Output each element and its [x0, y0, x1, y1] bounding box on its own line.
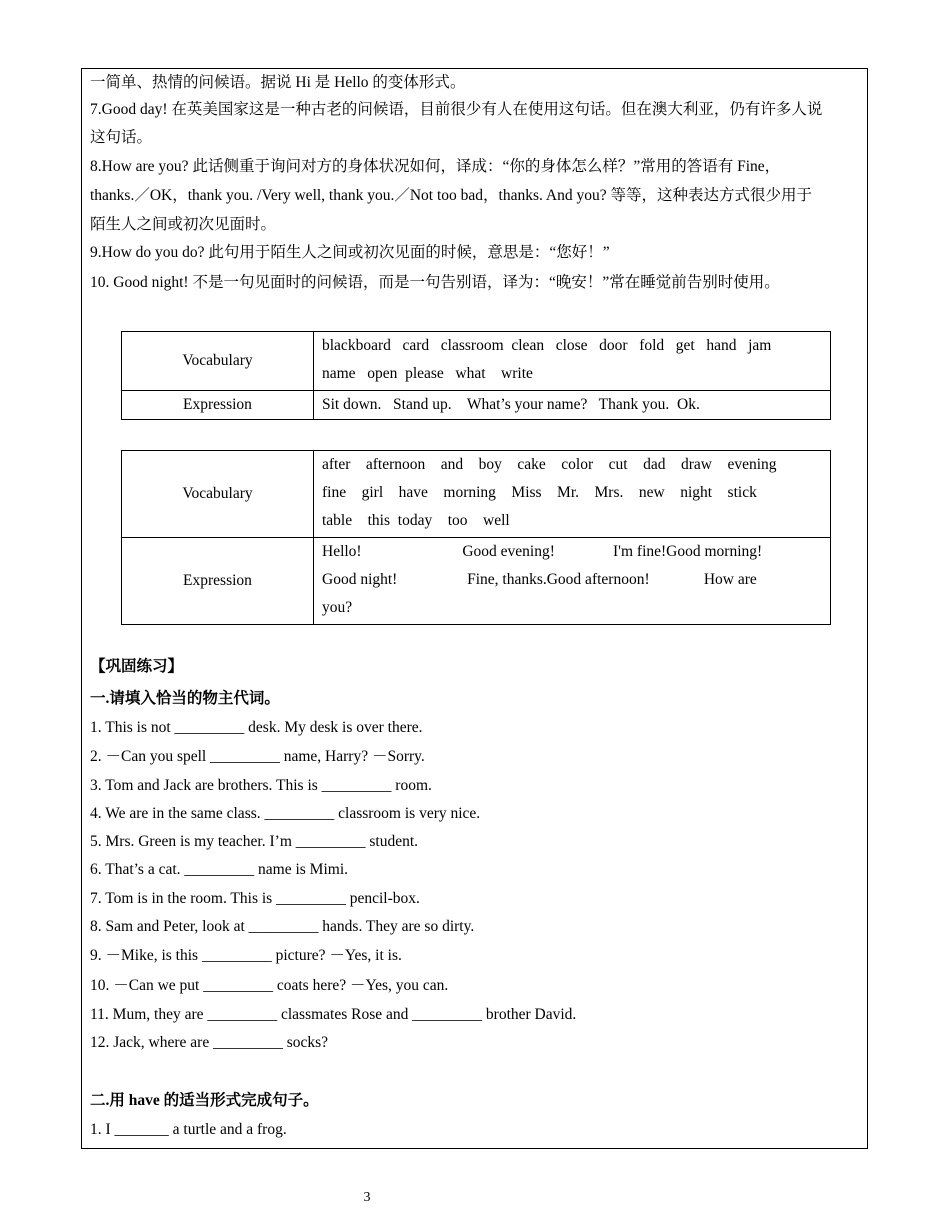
- exercise-item: 4. We are in the same class. _________ classroom is very nice.: [90, 805, 481, 822]
- vocab-line: after afternoon and boy cake color cut dad draw evening: [322, 456, 777, 473]
- exercise-item: 8. Sam and Peter, look at _________ hands. They are so dirty.: [90, 918, 475, 935]
- vocab-line: blackboard card classroom clean close door fold get hand jam: [322, 337, 772, 354]
- vocab-line: table this today too well: [322, 512, 510, 529]
- exercise-item: 3. Tom and Jack are brothers. This is _________ room.: [90, 777, 432, 794]
- vocab-line: name open please what write: [322, 365, 533, 382]
- exercise-item: 7. Tom is in the room. This is _________ pencil-box.: [90, 890, 420, 907]
- vocab-cell: [314, 451, 831, 538]
- exercise-item: 1. I _______ a turtle and a frog.: [90, 1121, 287, 1138]
- section1-title: 一.请填入恰当的物主代词。: [90, 690, 280, 707]
- exercise-item: 12. Jack, where are _________ socks?: [90, 1034, 329, 1051]
- expression-line: Hello! Good evening! I'm fine!Good morning!: [322, 543, 763, 560]
- expression-label: Expression: [122, 391, 314, 420]
- intro-line: 7.Good day! 在英美国家这是一种古老的问候语，目前很少有人在使用这句话。但在澳大利亚，仍有许多人说: [90, 101, 823, 118]
- intro-line: 10. Good night! 不是一句见面时的问候语，而是一句告别语，译为：“晚安！”常在睡觉前告别时使用。: [90, 274, 780, 291]
- vocab-cell: [314, 332, 831, 391]
- exercise-item: 10. －Can we put _________ coats here? －Yes, you can.: [90, 977, 449, 994]
- section2-title: 二.用 have 的适当形式完成句子。: [90, 1092, 319, 1109]
- intro-line: 这句话。: [90, 129, 153, 146]
- document-frame: [81, 68, 868, 1149]
- intro-line: 8.How are you? 此话侧重于询问对方的身体状况如何，译成：“你的身体怎么样？”常用的答语有 Fine，: [90, 158, 781, 175]
- exercise-item: 9. －Mike, is this _________ picture? －Yes, it is.: [90, 947, 402, 964]
- vocab-label: Vocabulary: [122, 332, 314, 391]
- expression-line: you?: [322, 599, 353, 616]
- expression-line: Good night! Fine, thanks.Good afternoon! How are: [322, 571, 757, 588]
- vocab-table-1: [121, 331, 831, 420]
- expression-label: Expression: [122, 538, 314, 625]
- exercise-item: 11. Mum, they are _________ classmates Rose and _________ brother David.: [90, 1006, 577, 1023]
- expression-cell: [314, 538, 831, 625]
- exercise-item: 6. That’s a cat. _________ name is Mimi.: [90, 861, 349, 878]
- practice-heading: 【巩固练习】: [90, 658, 184, 675]
- exercise-item: 2. －Can you spell _________ name, Harry? －Sorry.: [90, 748, 425, 765]
- vocab-line: fine girl have morning Miss Mr. Mrs. new night stick: [322, 484, 757, 501]
- intro-line: 一简单、热情的问候语。据说 Hi 是 Hello 的变体形式。: [90, 74, 466, 91]
- page-number: 3: [363, 1190, 371, 1205]
- exercise-item: 5. Mrs. Green is my teacher. I’m _________ student.: [90, 833, 419, 850]
- expression-cell: Sit down. Stand up. What’s your name? Thank you. Ok.: [314, 391, 831, 420]
- exercise-item: 1. This is not _________ desk. My desk is over there.: [90, 719, 423, 736]
- vocab-table-2: [121, 450, 831, 625]
- intro-line: 9.How do you do? 此句用于陌生人之间或初次见面的时候，意思是：“您好！”: [90, 244, 610, 261]
- intro-line: 陌生人之间或初次见面时。: [90, 216, 277, 233]
- intro-line: thanks.／OK，thank you. /Very well, thank you.／Not too bad，thanks. And you? 等等，这种表达方式很少用于: [90, 187, 812, 204]
- vocab-label: Vocabulary: [122, 451, 314, 538]
